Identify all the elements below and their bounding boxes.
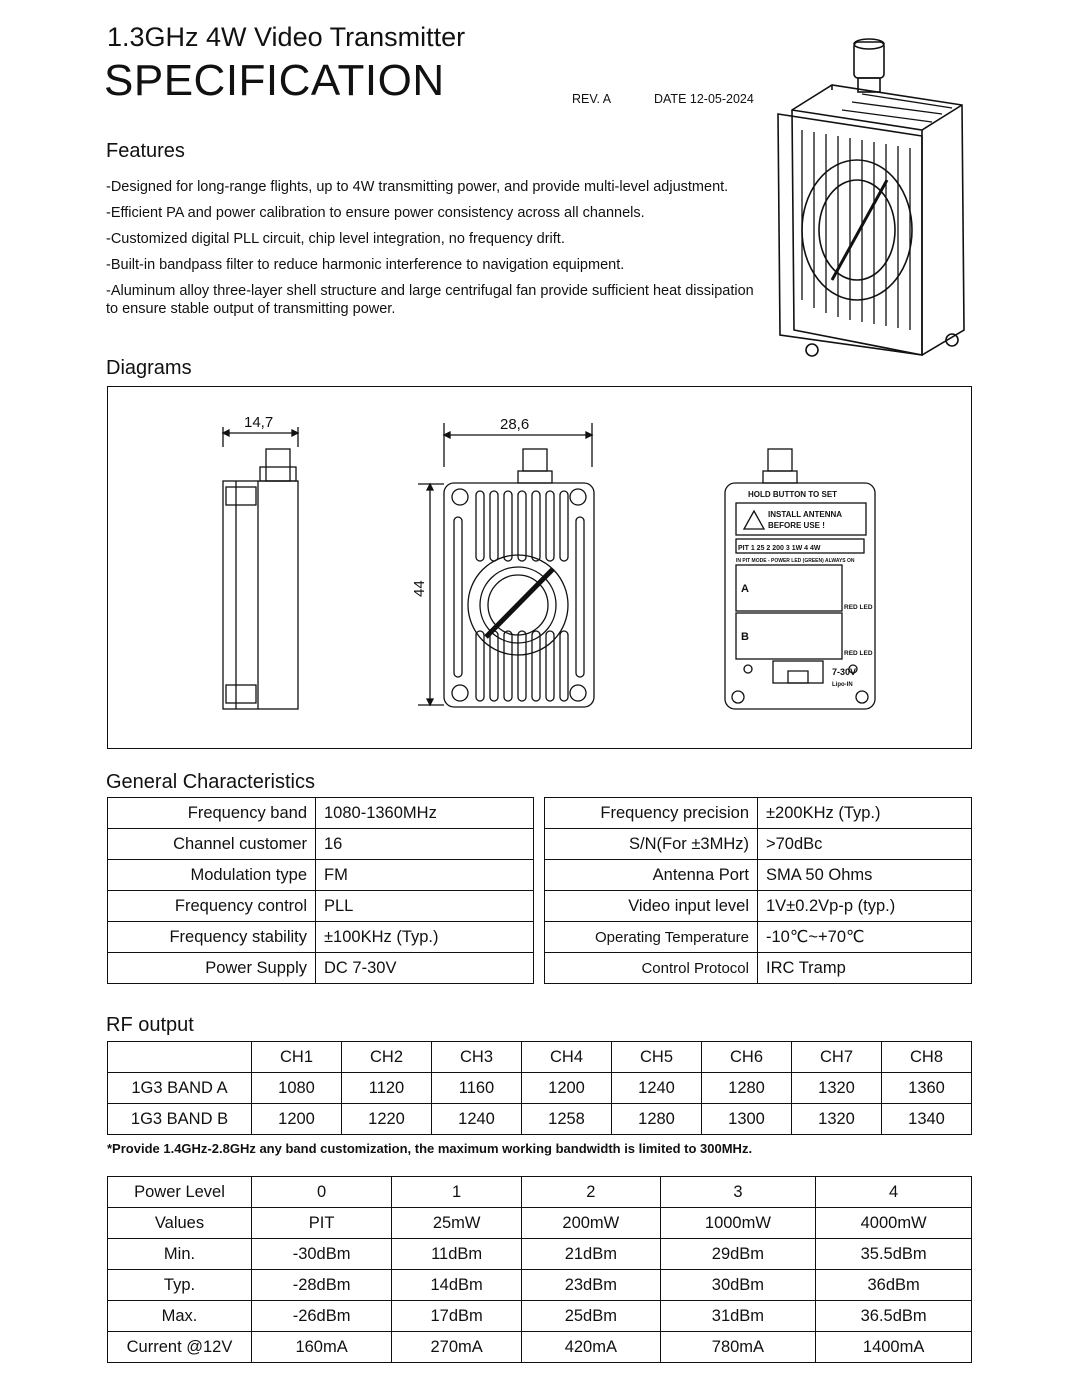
table-cell: [108, 1042, 252, 1073]
table-cell: 1240: [612, 1073, 702, 1104]
table-cell: CH1: [252, 1042, 342, 1073]
table-row: [108, 1270, 972, 1301]
table-cell: -26dBm: [252, 1301, 392, 1332]
table-cell: S/N(For ±3MHz): [545, 829, 758, 860]
feature-item: -Efficient PA and power calibration to ensure power consistency across all channels.: [106, 205, 645, 221]
label-red-led-a: RED LED: [844, 604, 873, 611]
rf-output-table: [107, 1041, 972, 1135]
table-cell: 30dBm: [660, 1270, 816, 1301]
table-cell: 25dBm: [522, 1301, 660, 1332]
table-cell: Control Protocol: [545, 953, 758, 984]
table-cell: 200mW: [522, 1208, 660, 1239]
table-cell: 160mA: [252, 1332, 392, 1363]
table-cell: 1320: [792, 1073, 882, 1104]
table-row: [108, 798, 534, 829]
table-row: [108, 1301, 972, 1332]
table-cell: 3: [660, 1177, 816, 1208]
table-cell: Channel customer: [108, 829, 316, 860]
table-row: [545, 829, 972, 860]
table-cell: CH6: [702, 1042, 792, 1073]
customization-note: *Provide 1.4GHz-2.8GHz any band customization, the maximum working bandwidth is limited to 300MHz.: [107, 1141, 753, 1156]
table-cell: CH3: [432, 1042, 522, 1073]
table-row: [108, 860, 534, 891]
table-cell: DC 7-30V: [316, 953, 534, 984]
table-cell: 1360: [882, 1073, 972, 1104]
table-cell: 1G3 BAND A: [108, 1073, 252, 1104]
general-characteristics-left-table: [107, 797, 534, 984]
power-level-table: [107, 1176, 972, 1363]
table-cell: Max.: [108, 1301, 252, 1332]
table-cell: 25mW: [392, 1208, 522, 1239]
table-row: [545, 798, 972, 829]
table-cell: 11dBm: [392, 1239, 522, 1270]
table-cell: 36dBm: [816, 1270, 972, 1301]
table-cell: Operating Temperature: [545, 922, 758, 953]
dim-front-width: 28,6: [500, 416, 530, 433]
table-cell: 1320: [792, 1104, 882, 1135]
table-row: [545, 891, 972, 922]
table-cell: 1240: [432, 1104, 522, 1135]
table-cell: 780mA: [660, 1332, 816, 1363]
table-cell: Frequency precision: [545, 798, 758, 829]
table-row: [545, 860, 972, 891]
features-heading: Features: [106, 140, 185, 162]
label-band-a: A: [741, 583, 749, 595]
feature-item: -Designed for long-range flights, up to 4W transmitting power, and provide multi-level adjustment.: [106, 179, 729, 195]
table-header-row: [108, 1042, 972, 1073]
feature-item: -Aluminum alloy three-layer shell structure and large centrifugal fan provide sufficient heat dissipation to ensure stable output of transmitting power.: [106, 283, 754, 317]
table-cell: 1V±0.2Vp-p (typ.): [758, 891, 972, 922]
table-cell: 420mA: [522, 1332, 660, 1363]
table-cell: -30dBm: [252, 1239, 392, 1270]
document-title: SPECIFICATION: [104, 56, 445, 105]
table-cell: 29dBm: [660, 1239, 816, 1270]
table-cell: FM: [316, 860, 534, 891]
table-row: [545, 953, 972, 984]
table-cell: 1080-1360MHz: [316, 798, 534, 829]
table-cell: 1080: [252, 1073, 342, 1104]
table-cell: 1200: [522, 1073, 612, 1104]
table-cell: SMA 50 Ohms: [758, 860, 972, 891]
table-cell: PLL: [316, 891, 534, 922]
table-cell: CH5: [612, 1042, 702, 1073]
feature-item: -Customized digital PLL circuit, chip level integration, no frequency drift.: [106, 231, 565, 247]
dim-height: 44: [411, 580, 428, 597]
table-cell: CH8: [882, 1042, 972, 1073]
table-row: [108, 829, 534, 860]
diagrams-heading: Diagrams: [106, 357, 192, 379]
diagrams-panel: [107, 386, 972, 749]
document-subtitle: 1.3GHz 4W Video Transmitter: [107, 22, 466, 52]
table-cell: 35.5dBm: [816, 1239, 972, 1270]
table-row: [108, 922, 534, 953]
table-cell: 23dBm: [522, 1270, 660, 1301]
label-band-b: B: [741, 631, 749, 643]
table-cell: Typ.: [108, 1270, 252, 1301]
table-cell: 31dBm: [660, 1301, 816, 1332]
front-view-diagram: [418, 423, 594, 707]
table-cell: 1340: [882, 1104, 972, 1135]
table-cell: 1120: [342, 1073, 432, 1104]
table-cell: CH2: [342, 1042, 432, 1073]
table-cell: 14dBm: [392, 1270, 522, 1301]
table-cell: 2: [522, 1177, 660, 1208]
label-voltage: 7-30V: [832, 667, 857, 677]
table-cell: 21dBm: [522, 1239, 660, 1270]
side-view-diagram: [223, 427, 298, 709]
table-cell: 1280: [612, 1104, 702, 1135]
table-cell: 16: [316, 829, 534, 860]
label-before-use: BEFORE USE !: [768, 521, 825, 530]
table-cell: -10℃~+70℃: [758, 922, 972, 953]
table-cell: 1300: [702, 1104, 792, 1135]
table-cell: 1G3 BAND B: [108, 1104, 252, 1135]
table-cell: ±100KHz (Typ.): [316, 922, 534, 953]
table-cell: 1220: [342, 1104, 432, 1135]
table-row: [108, 1104, 972, 1135]
table-cell: Modulation type: [108, 860, 316, 891]
label-lipo: Lipo-IN: [832, 682, 853, 688]
general-heading: General Characteristics: [106, 771, 315, 793]
table-row: [108, 1073, 972, 1104]
table-cell: Power Level: [108, 1177, 252, 1208]
table-cell: CH4: [522, 1042, 612, 1073]
table-cell: Power Supply: [108, 953, 316, 984]
features-list: [106, 178, 756, 326]
table-cell: -28dBm: [252, 1270, 392, 1301]
table-row: [108, 1208, 972, 1239]
table-cell: Frequency control: [108, 891, 316, 922]
table-cell: Current @12V: [108, 1332, 252, 1363]
table-cell: Values: [108, 1208, 252, 1239]
label-install-antenna: INSTALL ANTENNA: [768, 510, 843, 519]
label-red-led-b: RED LED: [844, 650, 873, 657]
table-row: [108, 1239, 972, 1270]
table-cell: Frequency stability: [108, 922, 316, 953]
table-cell: 1280: [702, 1073, 792, 1104]
table-cell: 0: [252, 1177, 392, 1208]
table-cell: 1: [392, 1177, 522, 1208]
label-power-levels: PIT 1 25 2 200 3 1W 4 4W: [738, 545, 821, 552]
table-cell: 1000mW: [660, 1208, 816, 1239]
table-cell: Frequency band: [108, 798, 316, 829]
general-characteristics-right-table: [544, 797, 972, 984]
table-cell: >70dBc: [758, 829, 972, 860]
date-label: DATE 12-05-2024: [654, 92, 754, 106]
table-cell: 270mA: [392, 1332, 522, 1363]
table-row: [108, 1332, 972, 1363]
table-row: [545, 922, 972, 953]
label-hold-button: HOLD BUTTON TO SET: [748, 490, 838, 499]
table-cell: CH7: [792, 1042, 882, 1073]
table-cell: 1400mA: [816, 1332, 972, 1363]
device-illustration: [772, 30, 972, 360]
table-row: [108, 953, 534, 984]
dim-side-width: 14,7: [244, 414, 274, 431]
revision-label: REV. A: [572, 92, 612, 106]
table-cell: Min.: [108, 1239, 252, 1270]
table-cell: Video input level: [545, 891, 758, 922]
table-cell: Antenna Port: [545, 860, 758, 891]
table-cell: 4: [816, 1177, 972, 1208]
table-cell: 36.5dBm: [816, 1301, 972, 1332]
table-cell: 1160: [432, 1073, 522, 1104]
table-cell: 1200: [252, 1104, 342, 1135]
table-cell: ±200KHz (Typ.): [758, 798, 972, 829]
table-row: [108, 891, 534, 922]
table-cell: PIT: [252, 1208, 392, 1239]
table-header-row: [108, 1177, 972, 1208]
table-cell: 17dBm: [392, 1301, 522, 1332]
table-cell: 4000mW: [816, 1208, 972, 1239]
diagrams-drawing: [108, 387, 973, 750]
label-pit-mode: IN PIT MODE - POWER LED (GREEN) ALWAYS ON: [736, 558, 855, 564]
table-cell: 1258: [522, 1104, 612, 1135]
feature-item: -Built-in bandpass filter to reduce harmonic interference to navigation equipment.: [106, 257, 625, 273]
rf-output-heading: RF output: [106, 1014, 194, 1036]
table-cell: IRC Tramp: [758, 953, 972, 984]
